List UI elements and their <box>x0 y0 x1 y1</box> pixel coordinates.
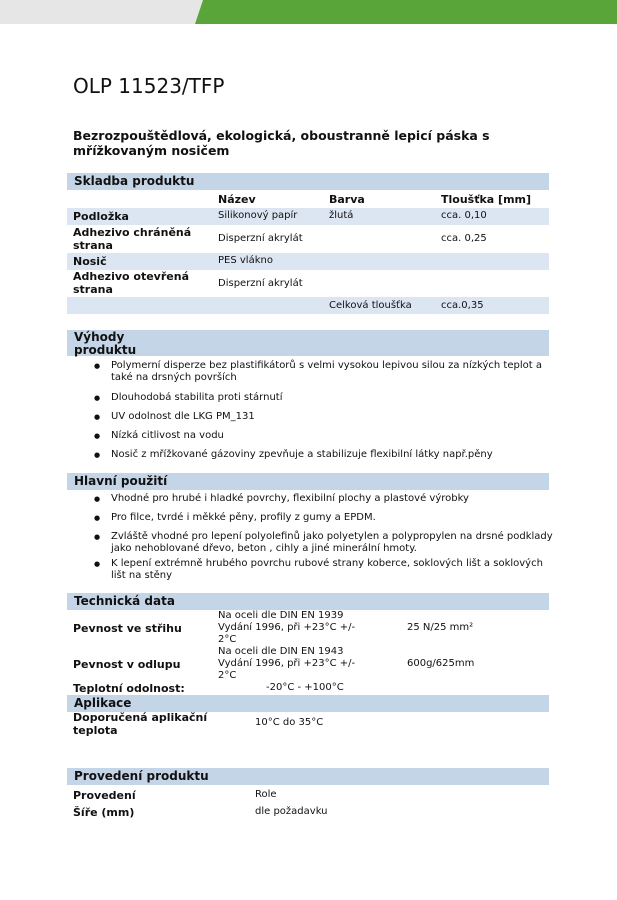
list-item: ● K lepení extrémně hrubého povrchu rubové strany koberce, soklových lišt a soklových lišt na stěny <box>94 558 554 582</box>
application-temp-label: Doporučená aplikační teplota <box>73 711 208 737</box>
list-item: ● Nízká citlivost na vodu <box>94 430 554 442</box>
column-header-thickness: Tloušťka [mm] <box>441 193 532 206</box>
section-heading-usage: Hlavní použití <box>67 473 549 490</box>
page-title: OLP 11523/TFP <box>73 74 225 98</box>
row-name-adhesive-protected: Disperzní akrylát <box>218 233 303 244</box>
peel-label: Pevnost v odlupu <box>73 658 181 671</box>
row-label-adhesive-protected: Adhezivo chráněná strana <box>73 226 192 252</box>
list-item: ● Pro filce, tvrdé i měkké pěny, profily z gumy a EPDM. <box>94 512 554 524</box>
row-thickness-backing: cca. 0,10 <box>441 210 487 221</box>
shear-value: 25 N/25 mm² <box>407 622 474 633</box>
row-thickness-adhesive-protected: cca. 0,25 <box>441 233 487 244</box>
list-item: ● Polymerní disperze bez plastifikátorů s velmi vysokou lepivou silou za nízkých teplot a také na drsných površích <box>94 360 554 384</box>
row-name-backing: Silikonový papír <box>218 210 298 221</box>
table-row-band <box>67 253 549 270</box>
row-name-carrier: PES vlákno <box>218 255 273 266</box>
total-thickness-value: cca.0,35 <box>441 300 484 311</box>
row-color-backing: žlutá <box>329 210 354 221</box>
section-heading-advantages-text: Výhody produktu <box>74 330 137 357</box>
row-label-backing: Podložka <box>73 210 129 223</box>
design-value-type: Role <box>255 789 277 800</box>
design-label-width: Šíře (mm) <box>73 806 135 819</box>
peel-value: 600g/625mm <box>407 658 475 669</box>
header-bar-green <box>195 0 617 24</box>
shear-label: Pevnost ve střihu <box>73 622 182 635</box>
list-item: ● Dlouhodobá stabilita proti stárnutí <box>94 392 554 404</box>
section-heading-technical: Technická data <box>67 593 549 610</box>
row-label-carrier: Nosič <box>73 255 107 268</box>
section-heading-design: Provedení produktu <box>67 768 549 785</box>
section-heading-application: Aplikace <box>67 695 549 712</box>
design-label-type: Provedení <box>73 789 136 802</box>
list-item: ● UV odolnost dle LKG PM_131 <box>94 411 554 423</box>
section-heading-composition: Skladba produktu <box>67 173 549 190</box>
temperature-resistance-label: Teplotní odolnost: <box>73 682 185 695</box>
list-item: ● Vhodné pro hrubé i hladké povrchy, flexibilní plochy a plastové výrobky <box>94 493 554 505</box>
peel-method: Na oceli dle DIN EN 1943 Vydání 1996, při +23°C +/- 2°C <box>218 646 356 681</box>
list-item: ● Nosič z mřížkované gázoviny zpevňuje a stabilizuje flexibilní látky např.pěny <box>94 449 554 461</box>
column-header-name: Název <box>218 193 256 206</box>
section-heading-advantages <box>67 330 549 356</box>
advantages-list <box>94 360 554 461</box>
page-subtitle: Bezrozpouštědlová, ekologická, oboustranně lepicí páska s mřížkovaným nosičem <box>73 128 490 158</box>
list-item: ● Zvláště vhodné pro lepení polyolefinů jako polyetylen a polypropylen na drsné podklady jako nehoblované dřevo, beton , cihly a jiné minerální hmoty. <box>94 531 554 555</box>
header-bar-gray <box>0 0 210 24</box>
total-thickness-label: Celková tloušťka <box>329 300 412 311</box>
usage-list <box>94 493 554 582</box>
temperature-resistance-value: -20°C - +100°C <box>266 682 344 693</box>
row-label-adhesive-open: Adhezivo otevřená strana <box>73 270 189 296</box>
shear-method: Na oceli dle DIN EN 1939 Vydání 1996, při +23°C +/- 2°C <box>218 610 356 645</box>
column-header-color: Barva <box>329 193 365 206</box>
row-name-adhesive-open: Disperzní akrylát <box>218 278 303 289</box>
design-value-width: dle požadavku <box>255 806 328 817</box>
application-temp-value: 10°C do 35°C <box>255 717 324 728</box>
